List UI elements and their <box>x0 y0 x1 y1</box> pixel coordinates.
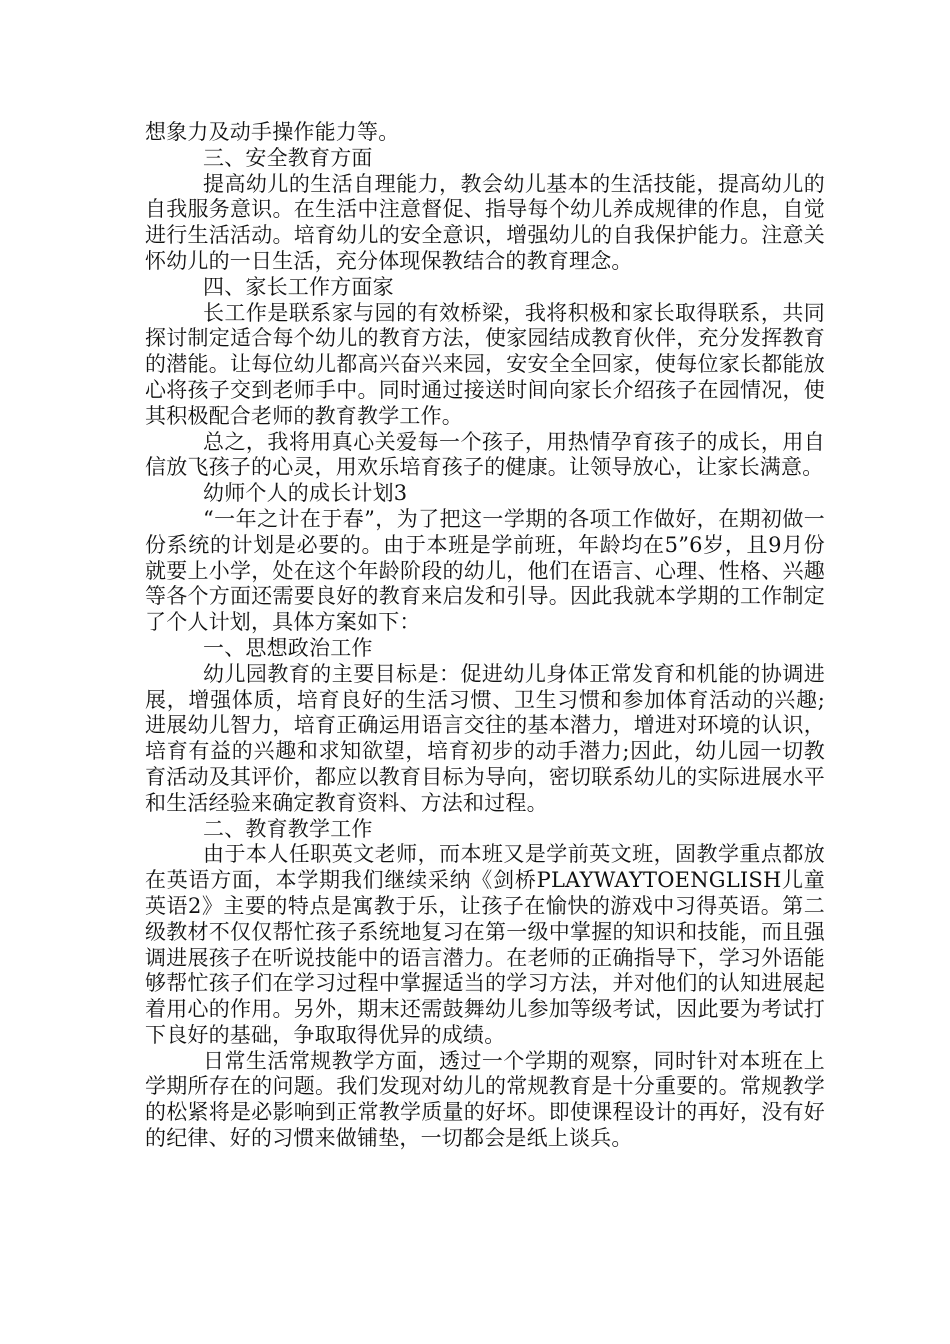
section-heading-teaching-work: 二、教育教学工作 <box>203 816 373 841</box>
paragraph-conclusion: 总之，我将用真心关爱每一个孩子，用热情孕育孩子的成长，用自信放飞孩子的心灵，用欢乐培育孩子的健康。让领导放心，让家长满意。 <box>145 429 825 480</box>
paragraph-english-teaching: 由于本人任职英文老师，而本班又是学前英文班，固教学重点都放在英语方面，本学期我们继续采纳《剑桥PLAYWAYTOENGLISH儿童英语2》主要的特点是寓教于乐，让孩子在愉快的游戏中习得英语。第二级教材不仅仅帮忙孩子系统地复习在第一级中掌握的知识和技能，而且强调进展孩子在听说技能中的语言潜力。在老师的正确指导下，学习外语能够帮忙孩子们在学习过程中掌握适当的学习方法，并对他们的认知进展起着用心的作用。另外，期末还需鼓舞幼儿参加等级考试，因此要为考试打下良好的基础，争取取得优异的成绩。 <box>145 842 825 1047</box>
paragraph-safety-education: 提高幼儿的生活自理能力，教会幼儿基本的生活技能，提高幼儿的自我服务意识。在生活中注意督促、指导每个幼儿养成规律的作息，自觉进行生活活动。培育幼儿的安全意识，增强幼儿的自我保护能力。注意关怀幼儿的一日生活，充分体现保教结合的教育理念。 <box>145 171 825 273</box>
section-heading-parent-work: 四、家长工作方面家 <box>203 274 394 299</box>
paragraph-introduction: “一年之计在于春”，为了把这一学期的各项工作做好，在期初做一份系统的计划是必要的。由于本班是学前班，年龄均在5”6岁，且9月份就要上小学，处在这个年龄阶段的幼儿，他们在语言、心理、性格、兴趣等各个方面还需要良好的教育来启发和引导。因此我就本学期的工作制定了个人计划，具体方案如下： <box>145 506 825 635</box>
paragraph-kindergarten-goals: 幼儿园教育的主要目标是：促进幼儿身体正常发育和机能的协调进展，增强体质，培育良好的生活习惯、卫生习惯和参加体育活动的兴趣;进展幼儿智力，培育正确运用语言交往的基本潜力，增进对环境的认识，培育有益的兴趣和求知欲望，培育初步的动手潜力;因此，幼儿园一切教育活动及其评价，都应以教育目标为导向，密切联系幼儿的实际进展水平和生活经验来确定教育资料、方法和过程。 <box>145 661 825 815</box>
document-body <box>145 120 825 1152</box>
paragraph-daily-routine: 日常生活常规教学方面，透过一个学期的观察，同时针对本班在上学期所存在的问题。我们发现对幼儿的常规教育是十分重要的。常规教学的松紧将是必影响到正常教学质量的好坏。即使课程设计的再好，没有好的纪律、好的习惯来做铺垫，一切都会是纸上谈兵。 <box>145 1048 825 1151</box>
document-section-title: 幼师个人的成长计划3 <box>203 481 408 506</box>
section-heading-safety-education: 三、安全教育方面 <box>203 145 373 170</box>
paragraph-continuation: 想象力及动手操作能力等。 <box>145 120 400 144</box>
paragraph-parent-work: 长工作是联系家与园的有效桥梁，我将积极和家长取得联系，共同探讨制定适合每个幼儿的教育方法，使家园结成教育伙伴，充分发挥教育的潜能。让每位幼儿都高兴奋兴来园，安安全全回家，使每位家长都能放心将孩子交到老师手中。同时通过接送时间向家长介绍孩子在园情况，使其积极配合老师的教育教学工作。 <box>145 300 825 428</box>
section-heading-political-work: 一、思想政治工作 <box>203 635 373 660</box>
